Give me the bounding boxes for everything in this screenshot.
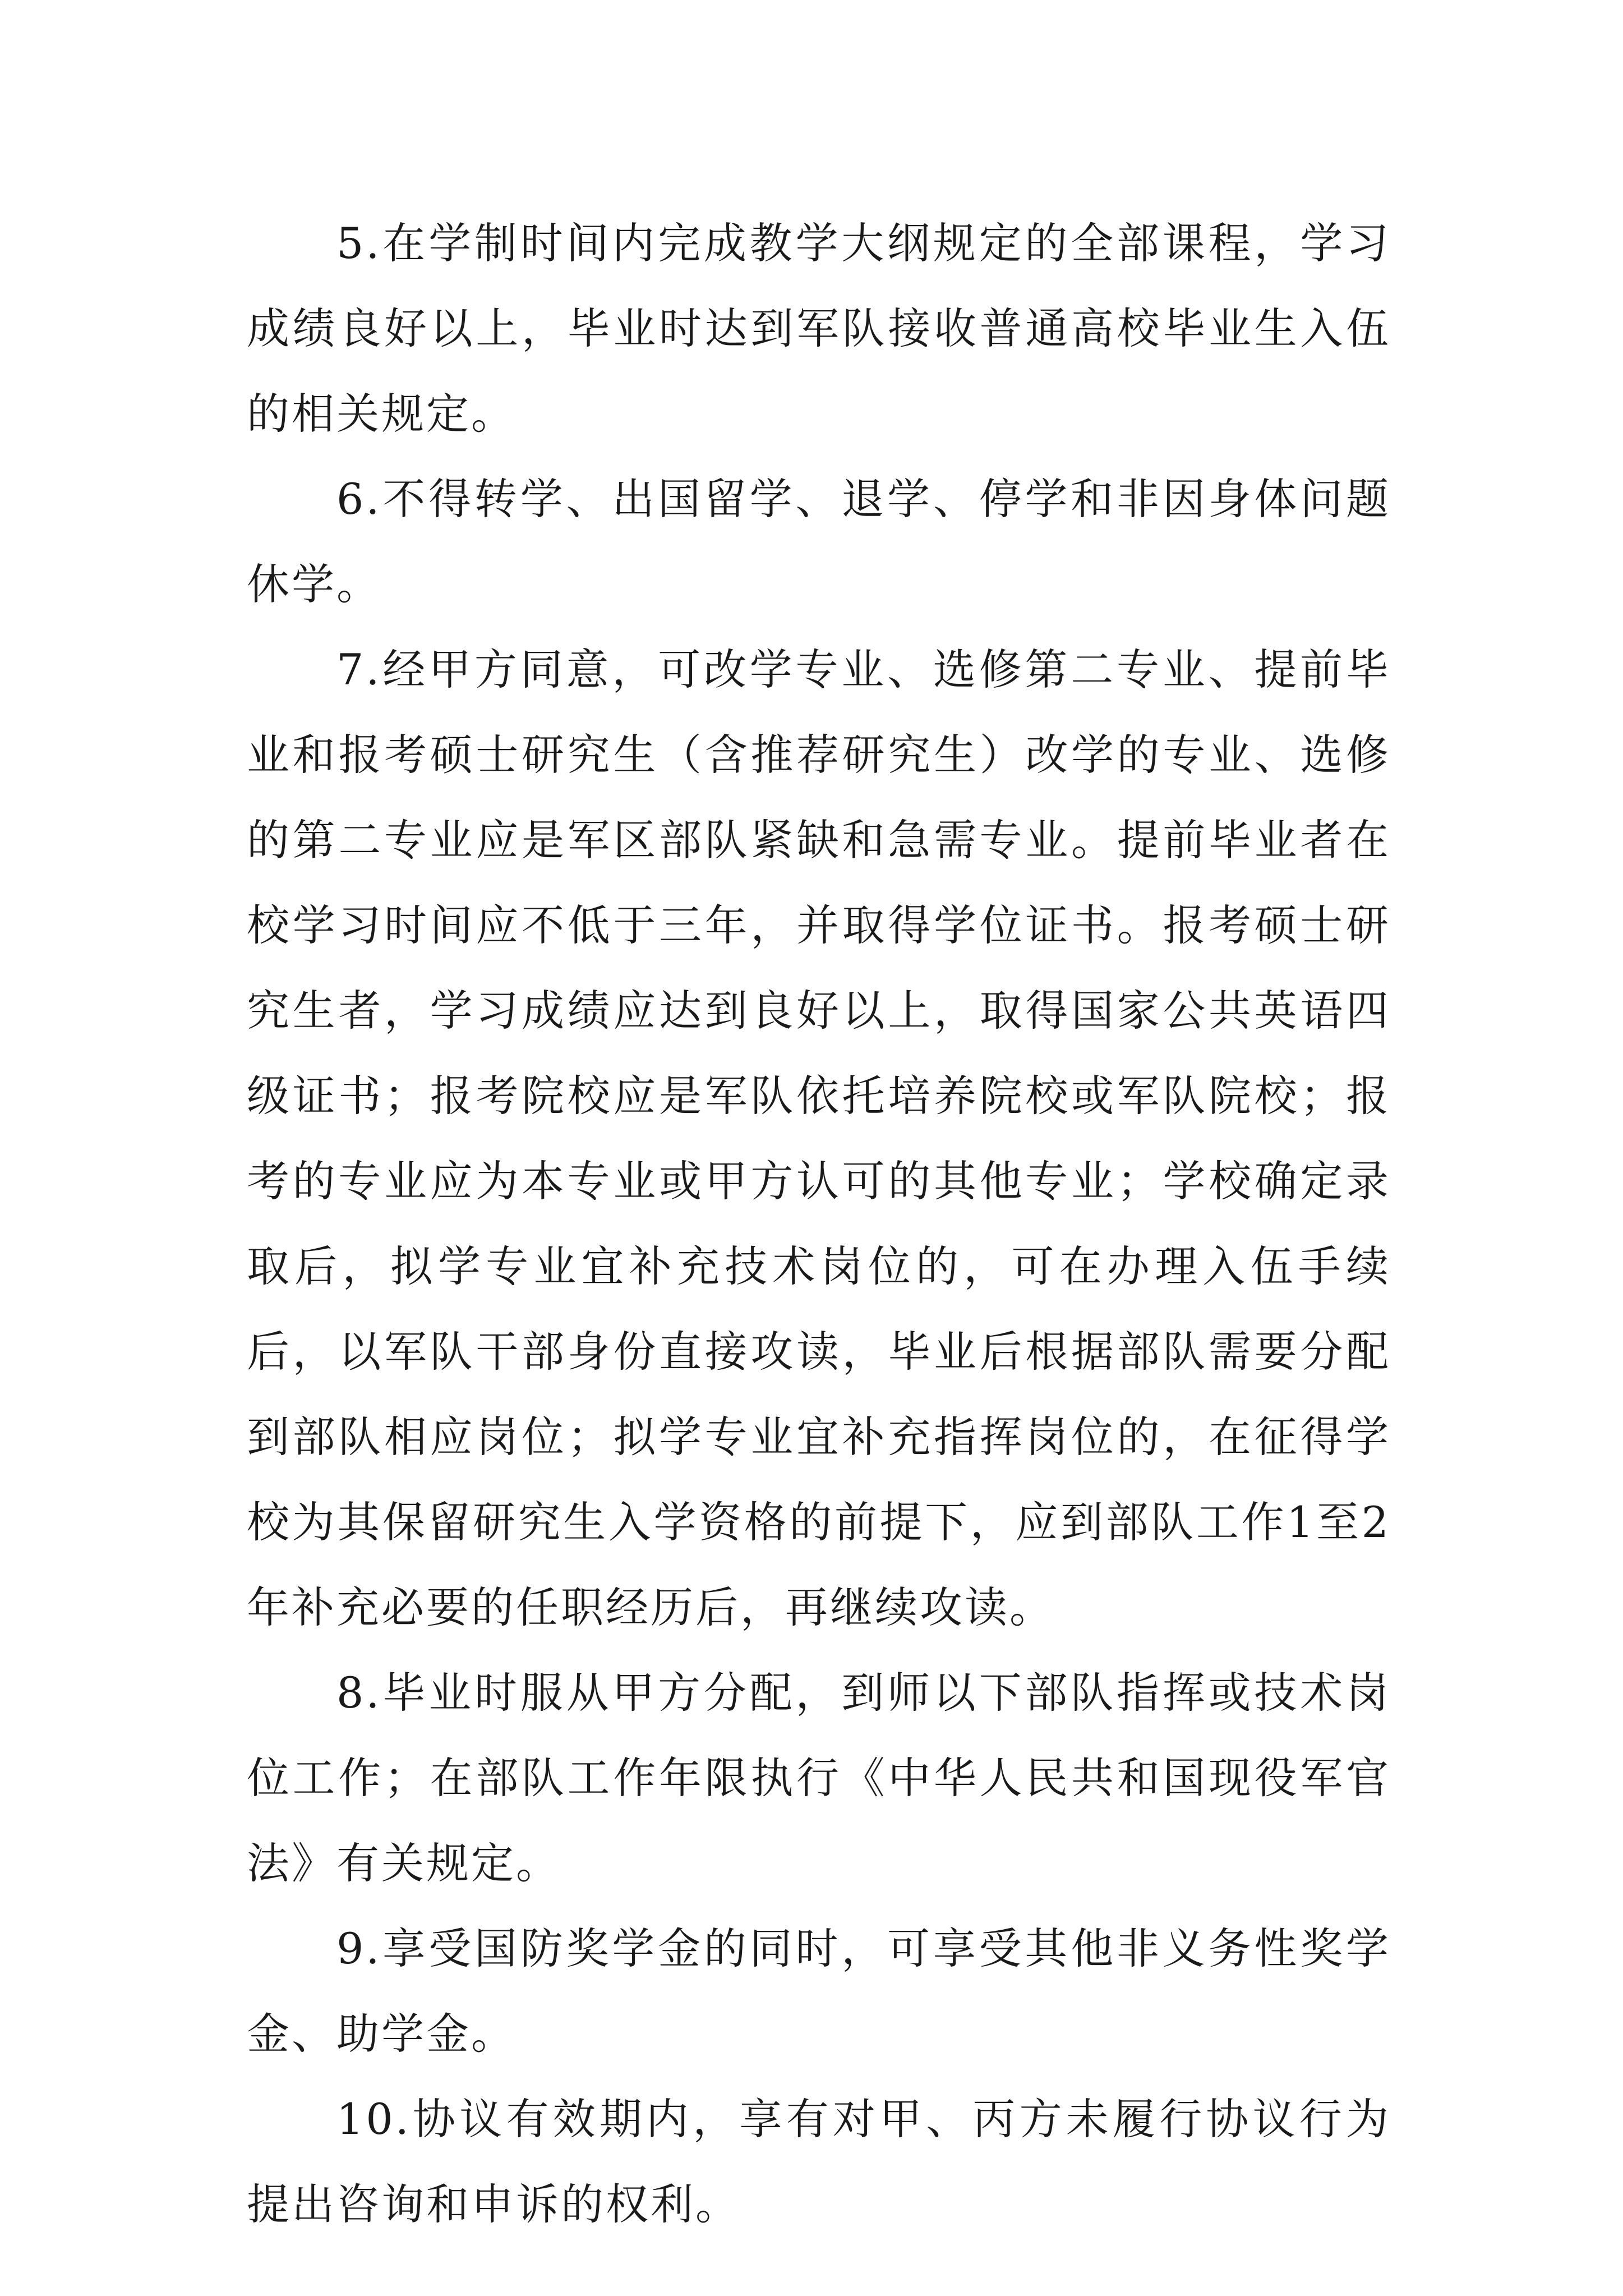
clause-8: 8.毕业时服从甲方分配，到师以下部队指挥或技术岗位工作；在部队工作年限执行《中华人民共和国现役军官法》有关规定。 — [247, 1668, 1391, 1888]
document-body — [247, 201, 1391, 2247]
clause-9: 9.享受国防奖学金的同时，可享受其他非义务性奖学金、助学金。 — [247, 1924, 1391, 2059]
clause-7: 7.经甲方同意，可改学专业、选修第二专业、提前毕业和报考硕士研究生（含推荐研究生）改学的专业、选修的第二专业应是军区部队紧缺和急需专业。提前毕业者在校学习时间应不低于三年，并取得学位证书。报考硕士研究生者，学习成绩应达到良好以上，取得国家公共英语四级证书；报考院校应是军队依托培养院校或军队院校；报考的专业应为本专业或甲方认可的其他专业；学校确定录取后，拟学专业宜补充技术岗位的，可在办理入伍手续后，以军队干部身份直接攻读，毕业后根据部队需要分配到部队相应岗位；拟学专业宜补充指挥岗位的，在征得学校为其保留研究生入学资格的前提下，应到部队工作1至2年补充必要的任职经历后，再继续攻读。 — [247, 645, 1391, 1632]
clause-5: 5.在学制时间内完成教学大纲规定的全部课程，学习成绩良好以上，毕业时达到军队接收普通高校毕业生入伍的相关规定。 — [247, 218, 1391, 439]
clause-6: 6.不得转学、出国留学、退学、停学和非因身体问题休学。 — [247, 474, 1391, 609]
clause-10: 10.协议有效期内，享有对甲、丙方未履行协议行为提出咨询和申诉的权利。 — [247, 2094, 1391, 2229]
